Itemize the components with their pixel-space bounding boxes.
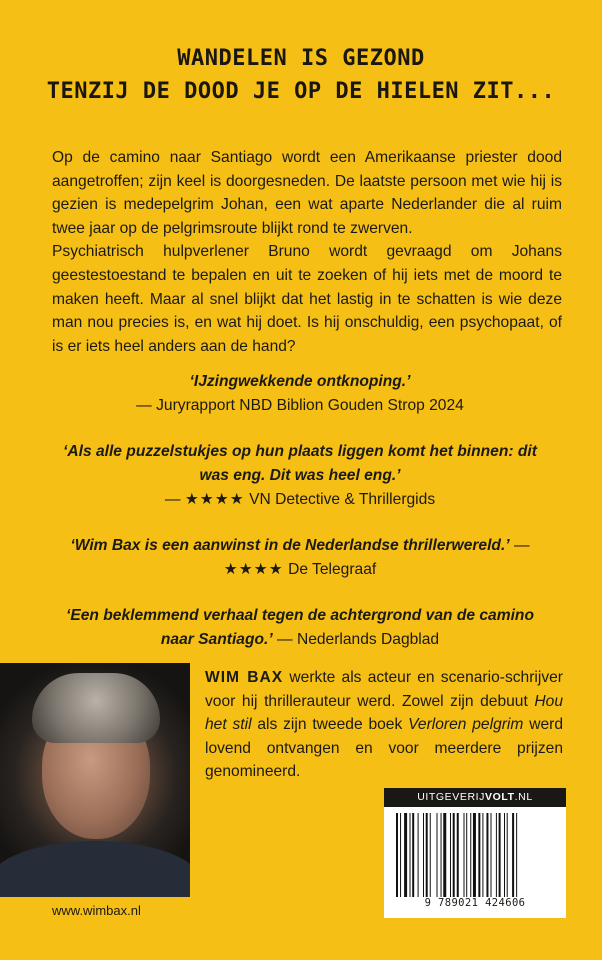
barcode-bar xyxy=(486,813,488,897)
barcode-bar xyxy=(418,813,419,897)
author-name: WIM BAX xyxy=(205,669,284,686)
review-quote xyxy=(60,370,540,418)
barcode-bar xyxy=(404,813,407,897)
barcode-bar xyxy=(412,813,414,897)
barcode-bar xyxy=(450,813,451,897)
quote-text: ‘IJzingwekkende ontknoping.’ xyxy=(189,373,411,390)
barcode-bar xyxy=(516,813,517,897)
barcode-bar xyxy=(410,813,411,897)
review-quote xyxy=(60,534,540,582)
barcode-bar xyxy=(443,813,446,897)
website-url: www.wimbax.nl xyxy=(52,903,141,918)
rating-stars: ★★★★ xyxy=(223,561,284,578)
publisher-label: UITGEVERIJVOLT.NL xyxy=(384,788,566,807)
barcode-bar xyxy=(504,813,505,897)
blurb-paragraph-2: Psychiatrisch hulpverlener Bruno wordt gevraagd om Johans geestestoestand te bepalen en uit te zoeken of hij iets met de moord te maken heeft. Maar al snel blijkt dat het lastig in te schatten is wie deze man nou precies is, en wat hij doet. Is hij onschuldig, een psychopaat, of is er iets heel anders aan de hand? xyxy=(52,243,562,355)
headline xyxy=(0,42,602,108)
author-bio: WIM BAX werkte als acteur en scenario-schrijver voor hij thrillerauteur werd. Zowel zijn debuut Hou het stil als zijn tweede boek Verloren pelgrim werd lovend ontvangen en voor meerdere prijzen genomineerd. xyxy=(205,669,564,781)
barcode-bar xyxy=(457,813,459,897)
barcode-bar xyxy=(437,813,438,897)
barcode-bar xyxy=(396,813,398,897)
blurb-paragraph-1: Op de camino naar Santiago wordt een Amerikaanse priester dood aangetroffen; zijn keel is doorgesneden. De laatste persoon met wie hij is gezien is medepelgrim Johan, een wat aparte Nederlander die al ruim twee jaar op de pelgrimsroute blijkt rond te zwerven. xyxy=(52,149,562,237)
barcode-bar xyxy=(453,813,455,897)
quote-source: VN Detective & Thrillergids xyxy=(249,491,436,508)
quote-text: ‘Een beklemmend verhaal tegen de achtergrond van de camino naar Santiago.’ xyxy=(66,607,534,648)
barcode xyxy=(396,813,556,897)
quote-dash: — xyxy=(136,397,157,414)
barcode-bar xyxy=(482,813,483,897)
barcode-bar xyxy=(512,813,514,897)
barcode-bar xyxy=(464,813,465,897)
barcode-bar xyxy=(466,813,467,897)
quote-dash: — xyxy=(164,491,185,508)
headline-line-1: WANDELEN IS GEZOND xyxy=(177,46,425,71)
author-photo xyxy=(0,663,190,897)
quote-text: ‘Als alle puzzelstukjes op hun plaats liggen komt het binnen: dit was eng. Dit was heel eng.’ xyxy=(63,443,537,484)
review-quote xyxy=(60,440,540,512)
barcode-bar xyxy=(441,813,442,897)
barcode-bar xyxy=(478,813,480,897)
quote-source: Juryrapport NBD Biblion Gouden Strop 2024 xyxy=(156,397,464,414)
book-title: Hou het stil xyxy=(205,692,563,734)
headline-line-2: TENZIJ DE DOOD JE OP DE HIELEN ZIT... xyxy=(46,79,556,104)
review-quote xyxy=(60,604,540,652)
barcode-bar xyxy=(507,813,508,897)
barcode-bar xyxy=(499,813,501,897)
barcode-bar xyxy=(400,813,401,897)
quote-dash: — xyxy=(272,631,297,648)
barcode-bar xyxy=(496,813,497,897)
blurb xyxy=(52,146,562,358)
review-quotes xyxy=(60,370,540,674)
barcode-bar xyxy=(430,813,431,897)
quote-source: De Telegraaf xyxy=(288,561,377,578)
barcode-bar xyxy=(470,813,471,897)
quote-dash: — xyxy=(509,537,530,554)
barcode-bar xyxy=(491,813,492,897)
barcode-bar xyxy=(423,813,424,897)
barcode-bar xyxy=(426,813,428,897)
quote-text: ‘Wim Bax is een aanwinst in de Nederlandse thrillerwereld.’ xyxy=(70,537,510,554)
isbn-number: 9 789021 424606 xyxy=(424,897,526,909)
quote-source: Nederlands Dagblad xyxy=(296,631,440,648)
rating-stars: ★★★★ xyxy=(184,491,245,508)
barcode-bar xyxy=(473,813,476,897)
book-title: Verloren pelgrim xyxy=(408,716,524,734)
